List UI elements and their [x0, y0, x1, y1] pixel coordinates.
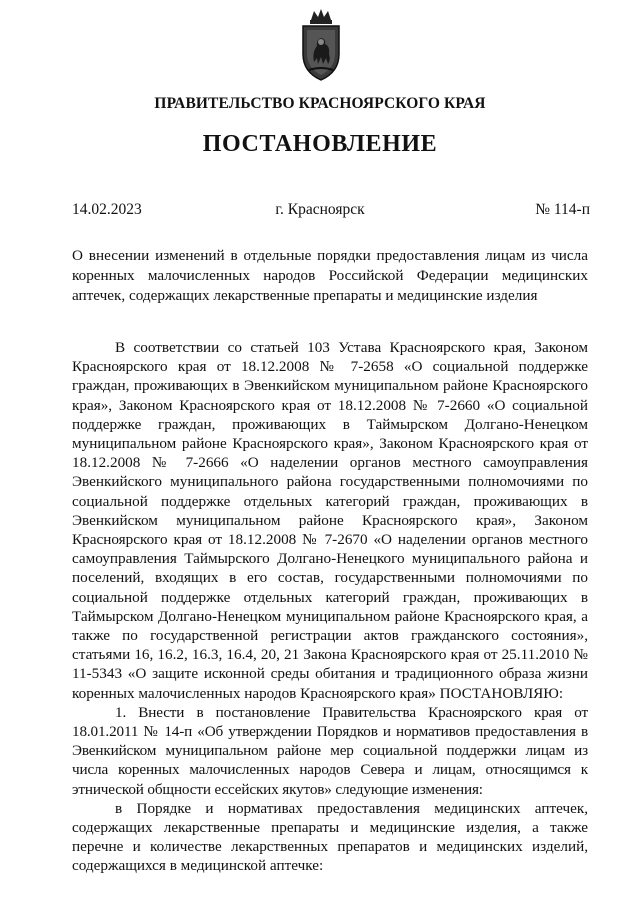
document-title: О внесении изменений в отдельные порядки предоставления лицам из числа коренных малочисленных народов Российской Федерации медицинских аптечек, содержащих лекарственные препараты и медицинские изделия — [72, 247, 588, 304]
item-1a-paragraph: в Порядке и нормативах предоставления медицинских аптечек, содержащих лекарственные препараты и медицинские изделия, а также перечне и количестве лекарственных препаратов и медицинских изделий, содержащихся в медицинской аптечке: — [72, 799, 588, 875]
government-name: ПРАВИТЕЛЬСТВО КРАСНОЯРСКОГО КРАЯ — [154, 95, 486, 112]
document-number: № 114-п — [535, 201, 590, 218]
preamble-paragraph: В соответствии со статьей 103 Устава Красноярского края, Законом Красноярского края от 18.12.2008 № 7-2658 «О социальной поддержке граждан, проживающих в Эвенкийском муниципальном районе Красноярского края», Законом Красноярского края от 18.12.2008 № 7-2660 «О социальной поддержке граждан, проживающих в Таймырском Долгано-Ненецком муниципальном районе Красноярского края», Законом Красноярского края от 18.12.2008 № 7-2666 «О наделении органов местного самоуправления Эвенкийского муниципального района государственными полномочиями по социальной поддержке отдельных категорий граждан, проживающих в Эвенкийском муниципальном районе Красноярского края», Законом Красноярского края от 18.12.2008 № 7-2670 «О наделении органов местного самоуправления Таймырского Долгано-Ненецкого муниципального района и поселений, входящих в его состав, государственными полномочиями по социальной поддержке отдельных категорий граждан, проживающих в Таймырском Долгано-Ненецком муниципальном районе Красноярского края, а также по государственной регистрации актов гражданского состояния», статьями 16, 16.2, 16.3, 16.4, 20, 21 Закона Красноярского края от 25.11.2010 № 11-5343 «О защите исконной среды обитания и традиционного образа жизни коренных малочисленных народов Красноярского края» ПОСТАНОВЛЯЮ: — [72, 339, 588, 702]
document-body — [72, 338, 588, 876]
document-type: ПОСТАНОВЛЕНИЕ — [202, 131, 438, 157]
document-date: 14.02.2023 — [72, 201, 142, 218]
coat-of-arms-icon — [297, 8, 345, 84]
item-1-paragraph: 1. Внести в постановление Правительства Красноярского края от 18.01.2011 № 14-п «Об утверждении Порядков и нормативов предоставления в Эвенкийском муниципальном районе мер социальной поддержки лицам из числа коренных малочисленных народов Севера и лицам, относящимся к этнической общности ессейских якутов» следующие изменения: — [72, 703, 588, 798]
document-city: г. Красноярск — [275, 201, 365, 218]
